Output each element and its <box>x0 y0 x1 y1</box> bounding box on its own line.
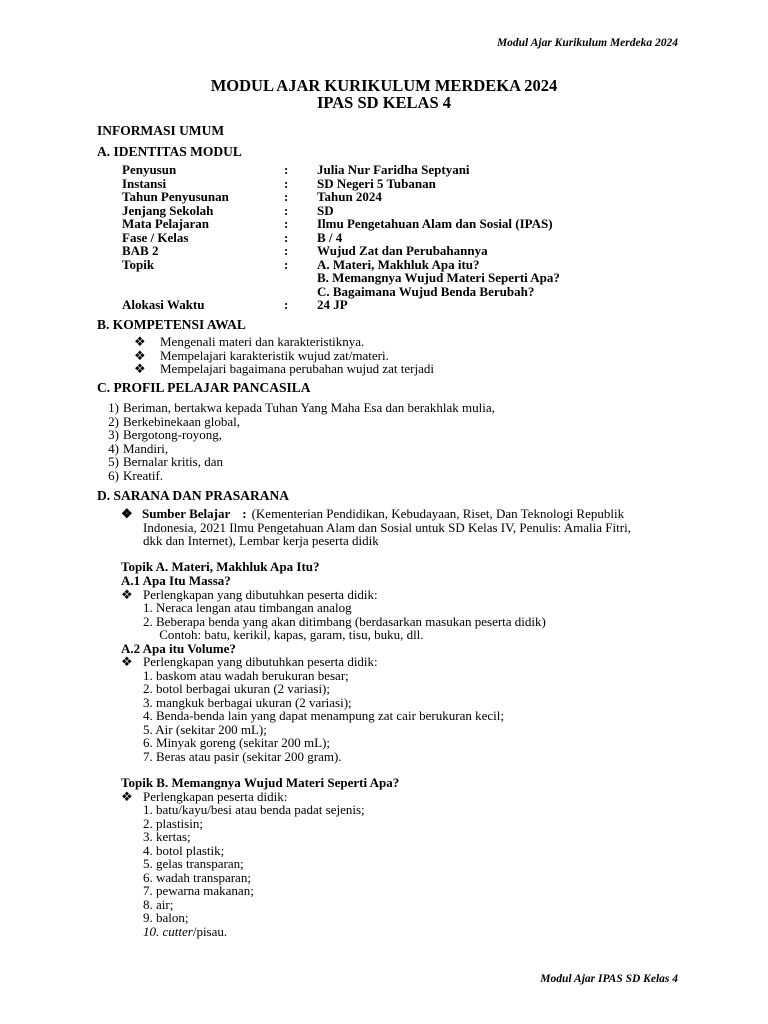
list-item: 7. pewarna makanan; <box>143 883 254 898</box>
list-item-text: Mengenali materi dan karakteristiknya. <box>160 334 365 349</box>
list-item-text: /pisau. <box>192 923 228 939</box>
list-item <box>97 401 495 415</box>
list-number: 1) <box>108 400 119 415</box>
document-subtitle: IPAS SD KELAS 4 <box>316 93 452 112</box>
identitas-value: SD Negeri 5 Tubanan <box>317 175 436 191</box>
list-item-text: Bernalar kritis, dan <box>123 454 223 469</box>
list-number: 5) <box>108 454 119 469</box>
list-item: 8. air; <box>143 896 174 912</box>
list-item-text: Mempelajari bagaimana perubahan wujud zat terjadi <box>160 361 434 376</box>
diamond-bullet-icon: ❖ <box>121 586 133 602</box>
identitas-value: Tahun 2024 <box>317 189 382 204</box>
identitas-label: BAB 2 <box>122 243 159 258</box>
list-number: 3) <box>108 427 119 442</box>
identitas-value: C. Bagaimana Wujud Benda Berubah? <box>317 283 535 299</box>
identitas-colon: : <box>284 256 289 272</box>
list-item <box>97 428 222 442</box>
list-item: 4. Benda-benda lain yang dapat menampung zat cair berukuran kecil; <box>143 708 504 723</box>
list-item: 6. wadah transparan; <box>143 869 251 885</box>
diamond-bullet-icon: ❖ <box>121 788 133 804</box>
list-item: 2. plastisin; <box>143 815 203 831</box>
identitas-value: 24 JP <box>317 297 348 312</box>
list-item-text-italic: 10. cutter <box>143 923 193 939</box>
list-item-text: Perlengkapan yang dibutuhkan peserta didik: <box>143 586 378 602</box>
list-item: 1. baskom atau wadah berukuran besar; <box>143 667 349 683</box>
list-item <box>97 442 168 456</box>
list-item <box>121 655 378 669</box>
sumber-belajar-text: (Kementerian Pendidikan, Kebudayaan, Riset, Dan Teknologi Republik <box>251 506 625 521</box>
identitas-label: Mata Pelajaran <box>122 216 210 231</box>
list-item <box>97 415 240 429</box>
list-item <box>97 469 163 483</box>
list-item <box>134 335 364 349</box>
list-item-text: Beriman, bertakwa kepada Tuhan Yang Maha Esa dan berakhlak mulia, <box>123 400 495 415</box>
identitas-colon: : <box>284 162 289 177</box>
list-item: 1. Neraca lengan atau timbangan analog <box>143 600 352 615</box>
list-item: 2. botol berbagai ukuran (2 variasi); <box>143 681 330 696</box>
sumber-belajar-label: Sumber Belajar <box>142 506 231 521</box>
identitas-value: A. Materi, Makhluk Apa itu? <box>317 256 480 272</box>
sumber-belajar-colon: : <box>242 506 247 521</box>
list-item-text: Perlengkapan peserta didik: <box>143 788 288 804</box>
list-item: 5. gelas transparan; <box>143 856 244 871</box>
list-item <box>134 349 389 363</box>
heading-topik-b: Topik B. Memangnya Wujud Materi Seperti Apa? <box>121 775 400 790</box>
list-number: 4) <box>108 440 119 456</box>
list-item: 2. Beberapa benda yang akan ditimbang (berdasarkan masukan peserta didik) <box>143 613 546 629</box>
list-item: 3. mangkuk berbagai ukuran (2 variasi); <box>143 694 352 710</box>
heading-kompetensi-awal: B. KOMPETENSI AWAL <box>97 317 246 332</box>
identitas-label: Instansi <box>122 175 167 191</box>
sumber-belajar <box>121 507 624 521</box>
running-footer: Modul Ajar IPAS SD Kelas 4 <box>540 973 678 985</box>
list-number: 6) <box>108 467 119 483</box>
list-item <box>97 455 223 469</box>
heading-a2: A.2 Apa itu Volume? <box>121 640 236 656</box>
list-number: 2) <box>108 413 119 429</box>
identitas-colon: : <box>284 229 289 245</box>
identitas-value: B / 4 <box>317 229 343 245</box>
diamond-bullet-icon: ❖ <box>134 361 146 376</box>
diamond-bullet-icon: ❖ <box>121 654 133 669</box>
diamond-bullet-icon: ❖ <box>134 334 146 349</box>
identitas-colon: : <box>284 189 289 204</box>
document-title: MODUL AJAR KURIKULUM MERDEKA 2024 <box>210 76 558 95</box>
identitas-colon: : <box>284 216 289 231</box>
heading-identitas-modul: A. IDENTITAS MODUL <box>97 144 242 159</box>
running-header: Modul Ajar Kurikulum Merdeka 2024 <box>496 37 678 49</box>
identitas-label: Fase / Kelas <box>122 229 189 245</box>
identitas-colon: : <box>284 297 289 312</box>
heading-topik-a: Topik A. Materi, Makhluk Apa Itu? <box>121 559 320 574</box>
list-item-text: Bergotong-royong, <box>123 427 223 442</box>
heading-sarana-prasarana: D. SARANA DAN PRASARANA <box>97 488 290 503</box>
list-item: 3. kertas; <box>143 829 191 844</box>
heading-profil-pancasila: C. PROFIL PELAJAR PANCASILA <box>97 380 311 395</box>
list-item: 1. batu/kayu/besi atau benda padat sejenis; <box>143 802 365 817</box>
identitas-label: Tahun Penyusunan <box>122 189 229 204</box>
identitas-value: Wujud Zat dan Perubahannya <box>317 243 488 258</box>
identitas-value: Ilmu Pengetahuan Alam dan Sosial (IPAS) <box>317 216 553 231</box>
list-item: Contoh: batu, kerikil, kapas, garam, tisu, buku, dll. <box>143 627 424 642</box>
list-item <box>134 362 434 376</box>
identitas-colon: : <box>284 202 289 218</box>
identitas-value: Julia Nur Faridha Septyani <box>317 162 470 177</box>
identitas-label: Penyusun <box>122 162 177 177</box>
sumber-belajar-text: dkk dan Internet), Lembar kerja peserta didik <box>143 533 379 548</box>
list-item: 9. balon; <box>143 910 189 925</box>
list-item <box>121 790 287 804</box>
identitas-colon: : <box>284 243 289 258</box>
identitas-label: Alokasi Waktu <box>122 297 205 312</box>
list-item-text: Kreatif. <box>123 467 164 483</box>
diamond-bullet-icon: ❖ <box>134 347 146 363</box>
diamond-bullet-icon: ❖ <box>121 506 133 521</box>
list-item <box>121 588 378 602</box>
heading-informasi-umum: INFORMASI UMUM <box>97 123 225 138</box>
list-item: 5. Air (sekitar 200 mL); <box>143 721 267 737</box>
identitas-value: B. Memangnya Wujud Materi Seperti Apa? <box>317 270 560 285</box>
identitas-label: Topik <box>122 256 155 272</box>
list-item-text: Perlengkapan yang dibutuhkan peserta didik: <box>143 654 378 669</box>
heading-a1: A.1 Apa Itu Massa? <box>121 573 231 588</box>
list-item-text: Mandiri, <box>123 440 169 456</box>
list-item: 7. Beras atau pasir (sekitar 200 gram). <box>143 748 342 764</box>
list-item-text: Berkebinekaan global, <box>123 413 240 429</box>
sumber-belajar-text: Indonesia, 2021 Ilmu Pengetahuan Alam dan Sosial untuk SD Kelas IV, Penulis: Amalia Fitri, <box>143 519 631 535</box>
list-item <box>143 925 227 939</box>
identitas-label: Jenjang Sekolah <box>122 202 214 218</box>
list-item: 6. Minyak goreng (sekitar 200 mL); <box>143 735 331 750</box>
list-item-text: Mempelajari karakteristik wujud zat/materi. <box>160 347 389 363</box>
identitas-colon: : <box>284 175 289 191</box>
list-item: 4. botol plastik; <box>143 842 225 858</box>
identitas-value: SD <box>317 202 334 218</box>
